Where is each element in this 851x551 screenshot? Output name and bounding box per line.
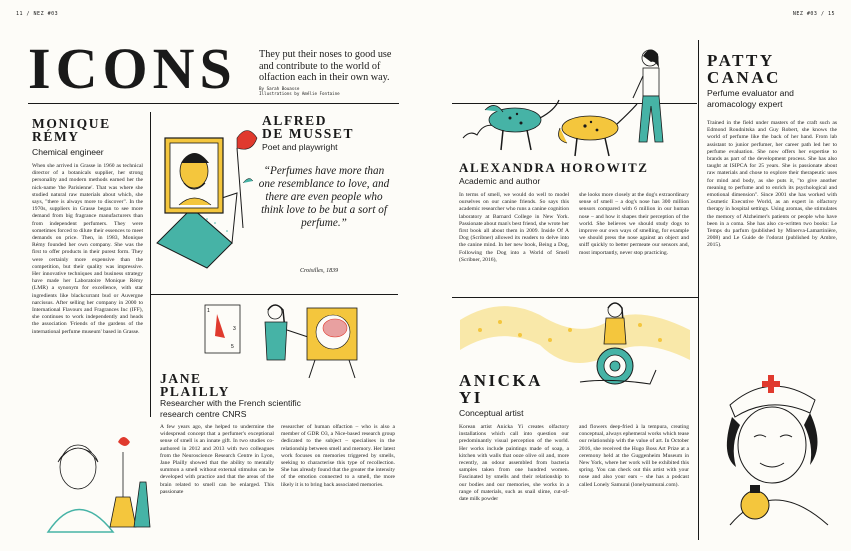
anicka-name: ANICKA YI [459, 371, 543, 407]
intro-text: They put their noses to good use and contribute to the world of olfaction each in their own way. [259, 49, 392, 83]
alfred-role: Poet and playwright [262, 142, 338, 152]
svg-text:5: 5 [231, 344, 234, 350]
red-rose-icon [237, 131, 257, 150]
alfred-name: ALFRED DE MUSSET [262, 113, 355, 141]
patty-bio: Trained in the field under masters of the craft such as Edmond Roudnitska and Guy Robert, she knows the world of perfume like the back of her hand. From lab assistant to junior perfumer, her career path led her to perfume evaluation. She now offers her expertise to brands as part of the development process. She has also taught at ISIPCA for 25 years. She is passionate about raw materials and chose to explore their therapeutic uses for mind and body, as she puts it, "to give another meaning to perfume and to enrich its psychological and emotional dimension". Since 2001 she has worked with Cosmetic Executive World, as an expert in olfactory therapy in hospital settings. Using aromas, she stimulates the memory of Alzheimer's patients or people who have been in a coma. She has also co-written two books: Le Temps du parfum (published by Minerva-Lamartinière, 2008) and Le Guide de l'odorat (published by Ambre, 2015). [707, 120, 837, 249]
dogs-and-woman-illustration [455, 40, 695, 160]
alexandra-name: ALEXANDRA HOROWITZ [459, 160, 649, 175]
scent-cloud [460, 306, 690, 363]
monique-role: Chemical engineer [32, 147, 104, 157]
perfume-bottle-icon [741, 491, 769, 519]
jane-role: Researcher with the French scientific research centre CNRS [160, 398, 301, 419]
anicka-bio-col2: and flowers deep-fried à la tempura, creating conceptual, always ephemeral works which tease our relationship with the value of art. In October 2016, she received the Hugo Boss Art Prize at a ceremony held at the Guggenheim Museum in New York, where her work will be exhibited this spring. You can check out this artist with your nose and also your ears – she has a podcast called Lonely Samurai (lonelysamurai.com). [579, 424, 689, 488]
researcher-brain-illustration [195, 300, 395, 380]
page-title: ICONS [28, 36, 237, 101]
jane-name: JANE PLAILLY [160, 371, 230, 399]
chemist-flasks-illustration [28, 432, 153, 537]
jane-bio-col2: researcher of human olfaction – who is also a member of GDR O3, a Nice-based research group dedicated to the subject – specialises in the relationship between smell and memory. Her latest work focuses on memories triggered by smells, seeking to characterise this type of recollection. She has already found that the greater the intensity of the emotion connected to a smell, the more likely it is to bring back associated memories. [281, 424, 395, 488]
anicka-role: Conceptual artist [459, 408, 524, 418]
alfred-quote-source: Croisilles, 1839 [300, 268, 339, 274]
byline: By Sarah Bouasse [259, 86, 300, 91]
anicka-bio-col1: Korean artist Anicka Yi creates olfactory installations which call into question our predominantly visual perception of the world. Her works include paintings made of soap, a kitchen with walls that ooze olive oil and, more recently, an odour assembled from bacteria samples taken from one hundred women. Fascinated by smells and their relationship to our bodies and our memories, she works in a range of materials, such as snail slime, cut-of-date milk powder [459, 424, 569, 503]
patty-name: PATTY CANAC [707, 51, 781, 87]
svg-text:1: 1 [207, 308, 210, 314]
flask-icon [110, 497, 136, 527]
rule-mid-right [452, 297, 698, 298]
nurse-illustration [710, 365, 840, 535]
alexandra-bio-col2: she looks more closely at the dog's extraordinary sense of smell – a dog's nose has 300 million sensors compared with 6 million in our human nose – and how it shapes their perception of the world. She believes we should study dogs to improve our own ways of smelling, for example we should press the nose against an object and sniff quickly to better permeate our sensors and, most importantly, never stop practicing. [579, 192, 689, 256]
red-cross-icon [762, 381, 780, 387]
jane-bio-col1: A few years ago, she helped to undermine the widespread concept that a perfumer's exceptional sense of smell is an innate gift. In two studies co-authored in 2012 and 2013 with two colleagues from the Neuroscience Research Centre in Lyon, Jane Plailly showed that the ability to mentally summon a smell without external stimulus can be developed with practice and that the areas of the brain related to smell can be enlarged. This passionate [160, 424, 274, 495]
flower-icon [118, 437, 130, 446]
svg-text:3: 3 [233, 326, 236, 332]
alexandra-bio-col1: In terms of smell, we would do well to model ourselves on our canine friends. So says this academic researcher who runs a canine cognition laboratory at Barnard College in New York. Passionate about man's best friend, she wrote her first book all about them in 2009. Inside Of A Dog (Scribner) allowed its readers to delve into the canine mind. In her new book, Being a Dog, Following the Dog into a World of Smell (Scribner, 2016), [459, 192, 569, 263]
illustrations-credit: Illustrations by Amélie Fontaine [259, 91, 340, 96]
patty-role: Perfume evaluator and aromacology expert [707, 88, 794, 109]
alexandra-role: Academic and author [459, 176, 541, 186]
monique-bio: When she arrived in Grasse in 1960 as technical director of a botanicals supplier, her strong personality and modern methods earned her the nick-name 'the Parisienne'. That was where she studied natural raw materials about which, she says, "there is always more to discover". In the 1970s, suppliers in Grasse began to see more demand from big fragrance manufacturers than from independent perfumers. They were sometimes forced to dilute their essences to meet demands on price. Then, in 1983, Monique Rémy founded her own company. She was the first to offer products in their purest form. They were certainly more expensive than the competition, but their quality was impressive. Her innovative techniques and business strategy have made her Laboratoire Monique Rémy (LMR) a synonym for excellence, with star ingredients like blackcurrant bud or Auvergne narcissus. After selling her company in 2000 to International Flavours and Fragrances Inc (IFF), she continues to work independently and heads the association 'Friends of the gardens of the international perfume museum' based in Grasse. [32, 163, 143, 335]
rule-col-right [698, 40, 699, 540]
dog-yellow-icon [559, 104, 637, 156]
woman-walking-icon [633, 49, 663, 142]
alfred-portrait-illustration [157, 113, 257, 278]
alfred-quote: “Perfumes have more than one resemblance to love, and there are even people who think love to be but a sort of perfume.” [258, 165, 390, 229]
rule-mid-left [150, 294, 398, 295]
monique-name: MONIQUE RÉMY [32, 116, 111, 144]
folio-right: NEZ #03 / 15 [792, 11, 835, 17]
rule-top-left [28, 103, 399, 104]
folio-left: 11 / NEZ #03 [16, 11, 59, 17]
rule-col1 [150, 112, 151, 417]
dog-teal-icon [485, 100, 559, 150]
